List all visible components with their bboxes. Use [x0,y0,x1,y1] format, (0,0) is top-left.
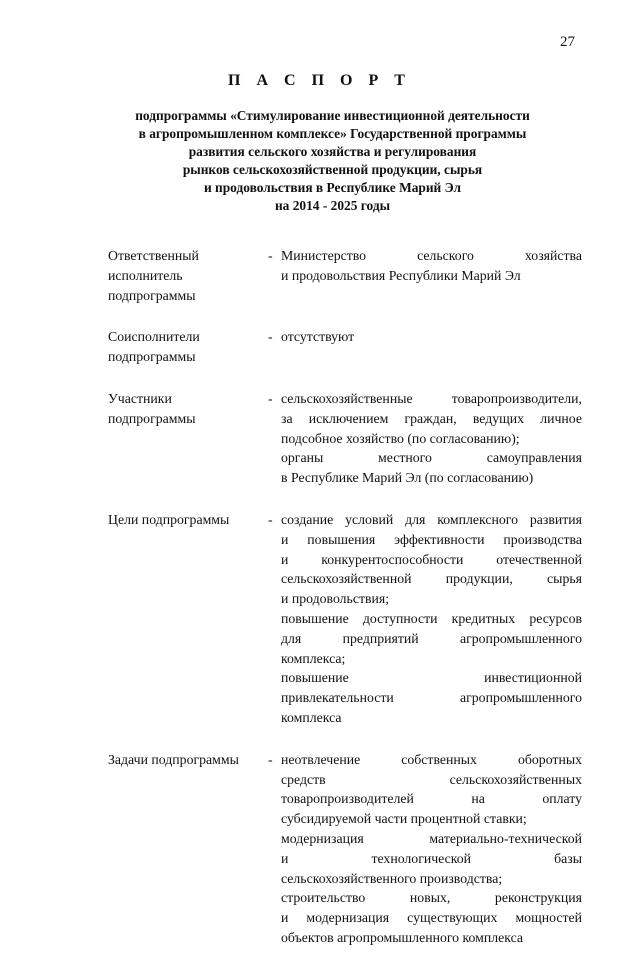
subtitle-line: рынков сельскохозяйственной продукции, сырья [182,162,483,177]
field-label [108,510,268,728]
field-value-line: сельскохозяйственной продукции, сырья [281,571,582,587]
field-label [108,389,268,488]
field-value-line: в Республике Марий Эл (по согласованию) [281,470,534,486]
field-value [281,510,582,728]
subtitle-line: в агропромышленном комплексе» Государственной программы [138,126,527,141]
field-value-line: подсобное хозяйство (по согласованию); [281,430,520,446]
field-label-line: исполнитель [108,267,183,283]
document-title: П А С П О Р Т [228,72,411,89]
field-label-line: подпрограммы [108,287,196,303]
passport-field [108,750,583,948]
field-value-line: повышение доступности кредитных ресурсов [281,610,582,626]
field-value-line: привлекательности агропромышленного [281,690,582,706]
field-value [281,327,582,367]
field-dash: - [268,329,273,345]
field-value-line: отсутствуют [281,329,355,345]
field-value-line: для предприятий агропромышленного [281,630,582,646]
field-value-line: субсидируемой части процентной ставки; [281,811,527,827]
field-value-line: повышение инвестиционной [281,670,582,686]
field-label-line: подпрограммы [108,410,196,426]
subtitle-line: подпрограммы «Стимулирование инвестиционной деятельности [135,108,530,123]
field-label-line: Задачи подпрограммы [108,751,239,767]
field-value-line: модернизация материально-технической [281,830,582,846]
field-label [108,327,268,367]
passport-field [108,246,583,305]
field-label-line: Соисполнители [108,329,200,345]
passport-field [108,510,583,728]
field-label-line: Участники [108,390,172,406]
page-number: 27 [560,34,575,50]
field-value-line: неотвлечение собственных оборотных [281,751,582,767]
field-value [281,750,582,948]
field-label-line: подпрограммы [108,349,196,365]
subtitle-line: развития сельского хозяйства и регулирования [188,144,477,159]
field-value-line: сельскохозяйственные товаропроизводители, [281,390,582,406]
field-value-line: и технологической базы [281,850,582,866]
field-value [281,246,582,305]
field-value-line: Министерство сельского хозяйства [281,248,582,263]
passport-field [108,327,583,367]
field-value [281,389,582,488]
field-label-line: Ответственный [108,248,199,263]
field-value-line: органы местного самоуправления [281,450,582,466]
passport-fields [108,246,583,970]
field-value-line: и конкурентоспособности отечественной [281,551,582,567]
field-label [108,246,268,305]
field-value-line: и модернизация существующих мощностей [281,910,582,926]
field-dash: - [268,248,273,263]
field-dash: - [268,511,273,527]
field-label [108,750,268,948]
field-value-line: комплекса; [281,650,346,666]
subtitle-line: и продовольствия в Республике Марий Эл [203,180,462,195]
field-value-line: и повышения эффективности производства [281,531,582,547]
field-value-line: и продовольствия Республики Марий Эл [281,267,521,283]
field-value-line: за исключением граждан, ведущих личное [281,410,582,426]
field-value-line: строительство новых, реконструкция [281,890,582,906]
field-value-line: сельскохозяйственного производства; [281,870,503,886]
field-value-line: товаропроизводителей на оплату [281,791,582,807]
field-value-line: объектов агропромышленного комплекса [281,929,524,945]
field-dash: - [268,751,273,767]
subtitle-line: на 2014 - 2025 годы [274,198,391,213]
document-subtitle [90,107,575,215]
field-value-line: и продовольствия; [281,591,390,607]
field-dash: - [268,390,273,406]
field-value-line: комплекса [281,709,342,725]
field-label-line: Цели подпрограммы [108,511,230,527]
field-value-line: создание условий для комплексного развития [281,511,582,527]
field-value-line: средств сельскохозяйственных [281,771,582,787]
passport-field [108,389,583,488]
